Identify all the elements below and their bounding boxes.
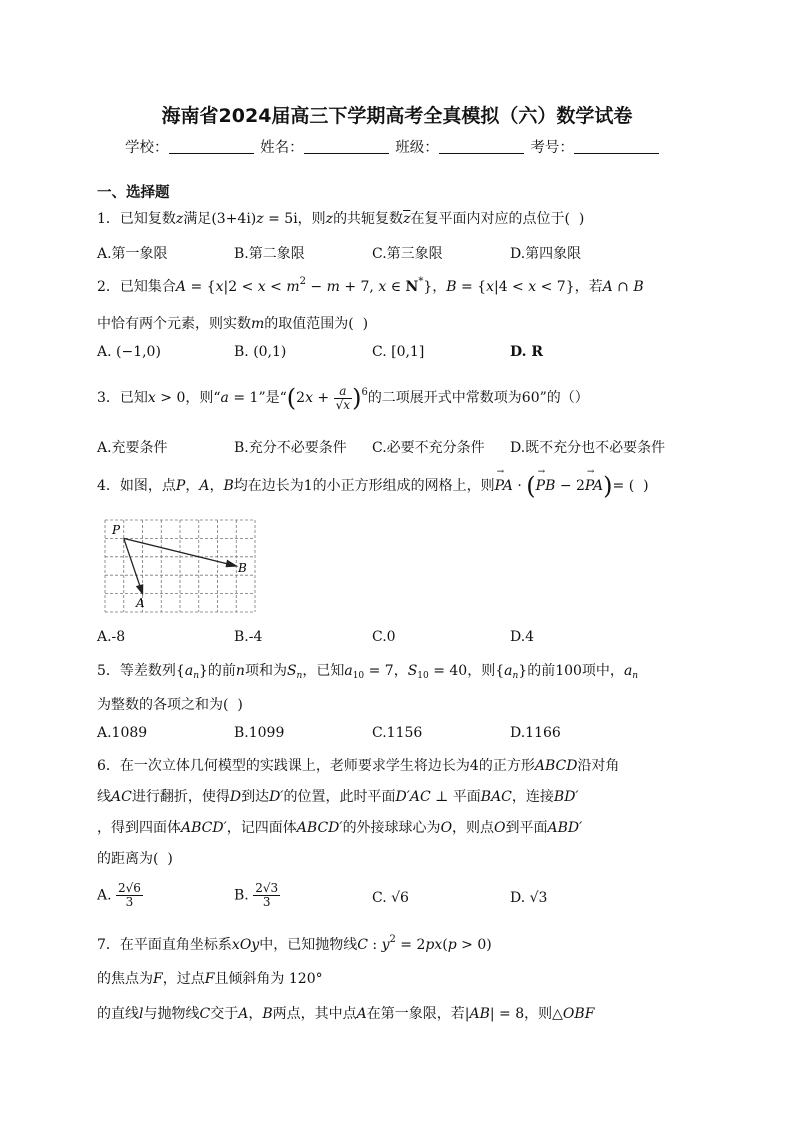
q1-option-a[interactable]: A.第一象限 bbox=[97, 246, 168, 262]
question-5-line-2: 为整数的各项之和为( ) bbox=[97, 697, 243, 713]
q3-option-b[interactable]: B.充分不必要条件 bbox=[234, 440, 347, 456]
label-p: P bbox=[112, 523, 121, 537]
section-heading: 一、选择题 bbox=[97, 185, 170, 201]
question-6-line-4: 的距离为( ) bbox=[97, 851, 173, 867]
question-6-line-1: 6．在一次立体几何模型的实践课上，老师要求学生将边长为4的正方形ABCD沿对角 bbox=[97, 758, 620, 774]
q1-option-b[interactable]: B.第二象限 bbox=[234, 246, 305, 262]
question-2-line-2: 中恰有两个元素，则实数m的取值范围为( ) bbox=[97, 316, 369, 332]
arrowhead-b bbox=[226, 561, 236, 567]
arrowhead-a bbox=[137, 585, 143, 594]
q5-option-a[interactable]: A.1089 bbox=[97, 725, 148, 741]
label-a: A bbox=[136, 596, 145, 610]
id-label: 考号： bbox=[530, 140, 574, 156]
question-7-line-2: 的焦点为F，过点F且倾斜角为 120° bbox=[97, 971, 323, 987]
q5-option-c[interactable]: C.1156 bbox=[372, 725, 423, 741]
q4-option-b[interactable]: B.-4 bbox=[234, 629, 263, 645]
question-6-line-2: 线AC进行翻折，使得D到达D′的位置，此时平面D′AC ⊥ 平面BAC，连接BD′ bbox=[97, 789, 579, 805]
q2-option-d[interactable]: D. R bbox=[510, 344, 544, 360]
question-7-line-1: 7．在平面直角坐标系xOy中，已知抛物线C : $y^2 = 2px(p > 0)$ bbox=[97, 934, 492, 953]
label-b: B bbox=[238, 561, 247, 575]
question-5-line-1: 5．等差数列$\{a_n\}$的前n项和为$S_n$，已知$a_{10} = 7$，$S_{10} = 40$，则$\{a_n\}$的前100项中，$a_n$ bbox=[97, 663, 639, 681]
q6-option-a[interactable]: A. $\frac{2√6}{3}$ bbox=[97, 881, 141, 909]
school-label: 学校： bbox=[125, 140, 169, 156]
q1-option-c[interactable]: C.第三象限 bbox=[372, 246, 443, 262]
q2-option-a[interactable]: A. (−1,0) bbox=[97, 344, 161, 360]
q6-option-b[interactable]: B. $\frac{2√3}{3}$ bbox=[234, 881, 279, 909]
q3-option-d[interactable]: D.既不充分也不必要条件 bbox=[510, 440, 666, 456]
q3-option-c[interactable]: C.必要不充分条件 bbox=[372, 440, 485, 456]
id-blank[interactable] bbox=[574, 139, 659, 154]
q6-option-d[interactable]: D. √3 bbox=[510, 890, 548, 906]
q4-option-c[interactable]: C.0 bbox=[372, 629, 396, 645]
question-4: 4．如图，点P，A，B均在边长为1的小正方形组成的网格上，则→ PA · (→ PB − 2→ PA)= ( ) bbox=[97, 472, 649, 500]
q3-option-a[interactable]: A.充要条件 bbox=[97, 440, 168, 456]
question-2-line-1: 2．已知集合$A = \{x|2 < x < m^2 - m + 7$, x ∈ N*}，B = {x|4 < x < 7}，若A ∩ B bbox=[97, 276, 644, 295]
q5-option-d[interactable]: D.1166 bbox=[510, 725, 561, 741]
page-title: 海南省2024届高三下学期高考全真模拟（六）数学试卷 bbox=[161, 105, 633, 127]
q4-option-d[interactable]: D.4 bbox=[510, 629, 535, 645]
name-label: 姓名： bbox=[260, 140, 304, 156]
q2-option-c[interactable]: C. [0,1] bbox=[372, 344, 425, 360]
q5-option-b[interactable]: B.1099 bbox=[234, 725, 285, 741]
question-7-line-3: 的直线l与抛物线C交于A，B两点，其中点A在第一象限，若|AB| = 8，则△OBF bbox=[97, 1006, 595, 1022]
name-blank[interactable] bbox=[304, 139, 389, 154]
question-6-line-3: ，得到四面体ABCD′，记四面体ABCD′的外接球球心为O，则点O到平面ABD′ bbox=[97, 820, 583, 836]
grid-figure bbox=[100, 515, 260, 613]
question-1: 1．已知复数z满足(3+4i)z = 5i，则z的共轭复数$\overline{z}$在复平面内对应的点位于( ) bbox=[97, 211, 585, 227]
q6-option-c[interactable]: C. √6 bbox=[372, 890, 409, 906]
student-info-line bbox=[125, 136, 661, 157]
class-label: 班级： bbox=[395, 140, 439, 156]
q2-option-b[interactable]: B. (0,1) bbox=[234, 344, 287, 360]
q1-option-d[interactable]: D.第四象限 bbox=[510, 246, 582, 262]
q4-option-a[interactable]: A.-8 bbox=[97, 629, 126, 645]
school-blank[interactable] bbox=[169, 139, 254, 154]
question-3: 3．已知x > 0，则“a = 1”是“(2x + $\frac{a}{√x}$ )$^6$的二项展开式中常数项为60”的（） bbox=[97, 383, 589, 412]
class-blank[interactable] bbox=[439, 139, 524, 154]
